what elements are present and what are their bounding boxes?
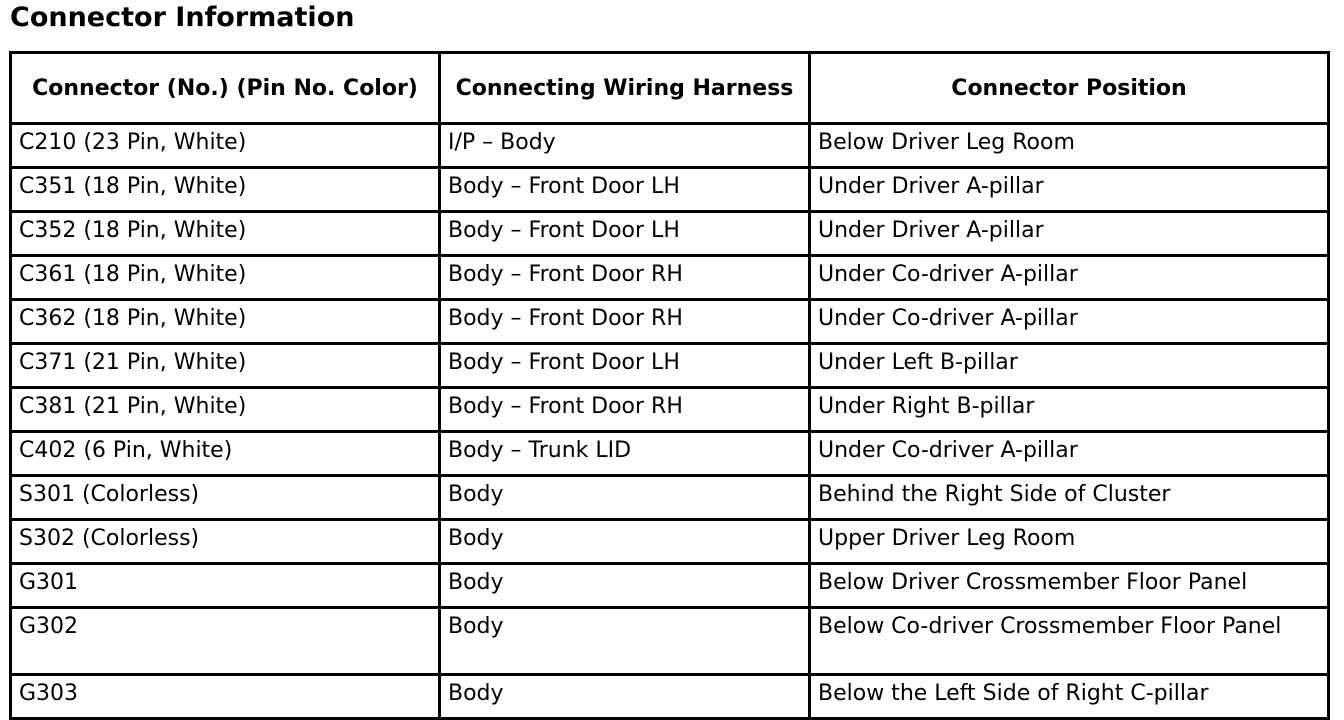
- cell-connector: C371 (21 Pin, White): [11, 344, 440, 388]
- cell-connector: S301 (Colorless): [11, 476, 440, 520]
- table-row: [11, 388, 1329, 432]
- table-row: [11, 432, 1329, 476]
- cell-harness: Body – Front Door RH: [440, 388, 810, 432]
- cell-connector: C210 (23 Pin, White): [11, 124, 440, 168]
- table-row: [11, 300, 1329, 344]
- cell-connector: G302: [11, 608, 440, 675]
- cell-connector: C362 (18 Pin, White): [11, 300, 440, 344]
- cell-connector: C381 (21 Pin, White): [11, 388, 440, 432]
- cell-position: Upper Driver Leg Room: [810, 520, 1329, 564]
- cell-harness: I/P – Body: [440, 124, 810, 168]
- table-row: [11, 212, 1329, 256]
- column-header-connector: Connector (No.) (Pin No. Color): [11, 53, 440, 124]
- cell-harness: Body: [440, 520, 810, 564]
- table-header-row: [11, 53, 1329, 124]
- cell-position: Under Co-driver A-pillar: [810, 432, 1329, 476]
- cell-connector: S302 (Colorless): [11, 520, 440, 564]
- cell-harness: Body: [440, 608, 810, 675]
- cell-harness: Body – Front Door LH: [440, 344, 810, 388]
- table-row: [11, 608, 1329, 675]
- cell-connector: C361 (18 Pin, White): [11, 256, 440, 300]
- table-row: [11, 344, 1329, 388]
- cell-position: Under Right B-pillar: [810, 388, 1329, 432]
- table-row: [11, 124, 1329, 168]
- cell-harness: Body – Front Door LH: [440, 212, 810, 256]
- cell-position: Below Driver Leg Room: [810, 124, 1329, 168]
- table-row: [11, 168, 1329, 212]
- cell-harness: Body: [440, 476, 810, 520]
- cell-connector: C352 (18 Pin, White): [11, 212, 440, 256]
- cell-connector: C351 (18 Pin, White): [11, 168, 440, 212]
- cell-connector: C402 (6 Pin, White): [11, 432, 440, 476]
- column-header-position: Connector Position: [810, 53, 1329, 124]
- table-row: [11, 564, 1329, 608]
- column-header-harness: Connecting Wiring Harness: [440, 53, 810, 124]
- table-row: [11, 675, 1329, 719]
- page-title: Connector Information: [10, 2, 355, 33]
- cell-connector: G301: [11, 564, 440, 608]
- cell-position: Below Co-driver Crossmember Floor Panel: [810, 608, 1329, 675]
- cell-harness: Body – Front Door LH: [440, 168, 810, 212]
- cell-position: Under Driver A-pillar: [810, 212, 1329, 256]
- cell-position: Under Left B-pillar: [810, 344, 1329, 388]
- table-row: [11, 520, 1329, 564]
- cell-harness: Body: [440, 675, 810, 719]
- cell-position: Under Co-driver A-pillar: [810, 256, 1329, 300]
- cell-connector: G303: [11, 675, 440, 719]
- cell-position: Under Driver A-pillar: [810, 168, 1329, 212]
- table-row: [11, 256, 1329, 300]
- cell-harness: Body – Front Door RH: [440, 256, 810, 300]
- cell-position: Under Co-driver A-pillar: [810, 300, 1329, 344]
- cell-position: Below the Left Side of Right C-pillar: [810, 675, 1329, 719]
- cell-harness: Body: [440, 564, 810, 608]
- cell-harness: Body – Trunk LID: [440, 432, 810, 476]
- table-row: [11, 476, 1329, 520]
- cell-position: Below Driver Crossmember Floor Panel: [810, 564, 1329, 608]
- cell-position: Behind the Right Side of Cluster: [810, 476, 1329, 520]
- cell-harness: Body – Front Door RH: [440, 300, 810, 344]
- connector-table: [9, 51, 1330, 720]
